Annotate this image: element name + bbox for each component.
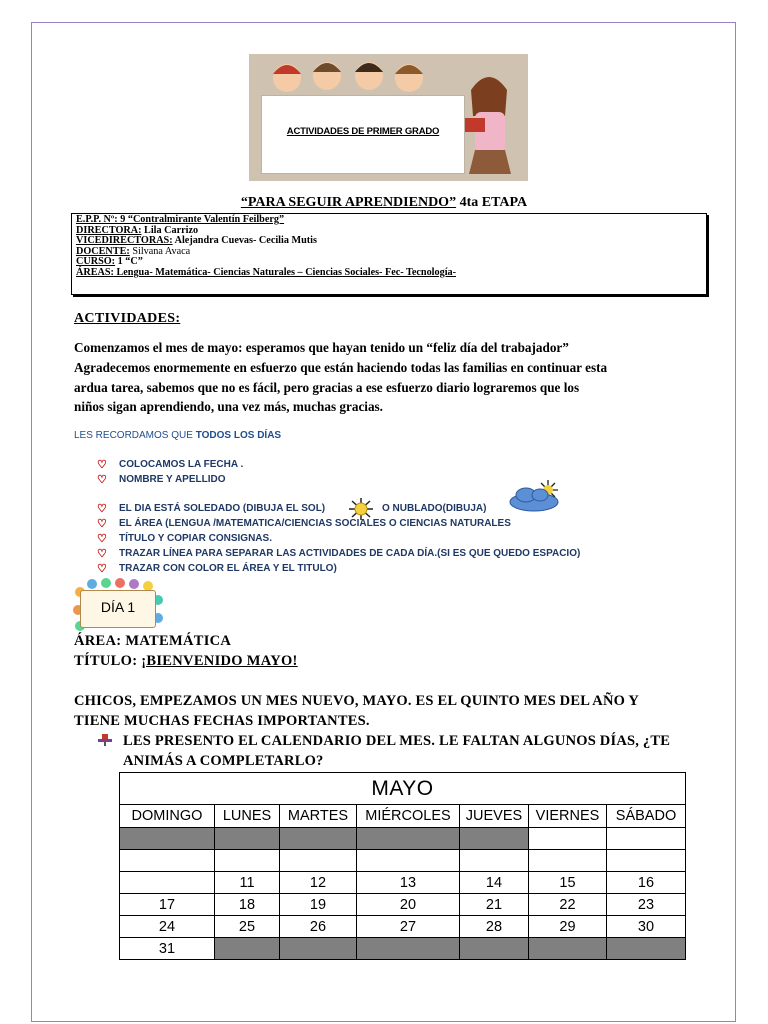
month-paragraph-line: CHICOS, EMPEZAMOS UN MES NUEVO, MAYO. ES EL QUINTO MES DEL AÑO Y [74, 693, 640, 709]
calendar-day-cell: 15 [529, 872, 607, 894]
calendar-day-cell [529, 850, 607, 872]
calendar-day-cell: 19 [280, 894, 357, 916]
director-value: Lila Carrizo [141, 224, 199, 236]
cloud-sun-icon [508, 479, 566, 513]
page-title-stage: 4ta ETAPA [456, 195, 528, 210]
may-calendar [119, 772, 686, 960]
calendar-day-cell [460, 938, 529, 960]
day-header: VIERNES [529, 805, 607, 828]
calendar-day-cell [529, 938, 607, 960]
calendar-day-cell [357, 828, 460, 850]
calendar-day-cell: 20 [357, 894, 460, 916]
calendar-day-cell: 16 [607, 872, 686, 894]
title-value: ¡BIENVENIDO MAYO! [141, 653, 298, 669]
calendar-day-cell [120, 850, 215, 872]
reminder-emphasis: TODOS LOS DÍAS [195, 430, 282, 441]
heart-icon: ♡ [97, 474, 107, 486]
areas-row [76, 268, 702, 279]
calendar-day-cell: 22 [529, 894, 607, 916]
day-card [80, 590, 156, 628]
heart-icon: ♡ [97, 533, 107, 545]
heart-icon: ♡ [97, 459, 107, 471]
intro-line: Comenzamos el mes de mayo: esperamos que hayan tenido un “feliz día del trabajador” [74, 340, 569, 355]
day-badge [72, 578, 164, 632]
calendar-day-cell [607, 938, 686, 960]
pushpin-icon [98, 734, 112, 746]
calendar-day-cell: 11 [215, 872, 280, 894]
school-info-box [71, 213, 707, 295]
day-header: MIÉRCOLES [357, 805, 460, 828]
calendar-day-cell [120, 872, 215, 894]
calendar-day-cell: 14 [460, 872, 529, 894]
day-header: DOMINGO [120, 805, 215, 828]
calendar-week-row [120, 850, 686, 872]
reminder-prefix: LES RECORDAMOS QUE [74, 430, 196, 441]
heart-icon: ♡ [97, 563, 107, 575]
calendar-week-row [120, 916, 686, 938]
day-header: SÁBADO [607, 805, 686, 828]
calendar-day-cell [607, 828, 686, 850]
calendar-day-cell [529, 828, 607, 850]
month-paragraph [74, 691, 714, 731]
calendar-day-cell [607, 850, 686, 872]
calendar-day-cell: 28 [460, 916, 529, 938]
calendar-day-cell [215, 850, 280, 872]
calendar-week-row [120, 828, 686, 850]
day-label: DÍA 1 [100, 599, 136, 615]
calendar-instruction-line: ANIMÁS A COMPLETARLO? [123, 753, 324, 769]
director-label: DIRECTORA: [76, 224, 142, 236]
page-title-quote: “PARA SEGUIR APRENDIENDO” [240, 195, 457, 210]
intro-line: ardua tarea, sabemos que no es fácil, pero gracias a ese esfuerzo diario lograremos que los [74, 379, 580, 395]
calendar-day-cell: 13 [357, 872, 460, 894]
title-line [74, 653, 298, 670]
calendar-day-cell: 25 [215, 916, 280, 938]
calendar-day-cell [280, 828, 357, 850]
areas-value: Lengua- Matemática- Ciencias Naturales – Ciencias Sociales- Fec- Tecnología- [113, 266, 457, 278]
calendar-day-cell [460, 828, 529, 850]
areas-label: ÁREAS: [76, 266, 114, 278]
calendar-day-cell [357, 850, 460, 872]
title-label: TÍTULO: [74, 653, 142, 669]
header-banner [249, 54, 528, 181]
calendar-day-cell: 18 [215, 894, 280, 916]
calendar-day-cell: 24 [120, 916, 215, 938]
course-value: 1 “C” [115, 256, 143, 268]
calendar-day-cell [280, 850, 357, 872]
banner-title: ACTIVIDADES DE PRIMER GRADO [286, 126, 440, 137]
calendar-day-cell: 26 [280, 916, 357, 938]
calendar-day-cell: 12 [280, 872, 357, 894]
heart-icon: ♡ [97, 518, 107, 530]
calendar-day-cell [357, 938, 460, 960]
vice-label: VICEDIRECTORAS: [76, 235, 173, 247]
calendar-day-cell [280, 938, 357, 960]
area-line: ÁREA: MATEMÁTICA [74, 633, 232, 649]
page-title [60, 195, 708, 211]
calendar-day-cell: 17 [120, 894, 215, 916]
intro-paragraph [74, 338, 714, 417]
heart-icon: ♡ [97, 548, 107, 560]
teacher-row [76, 247, 702, 258]
course-label: CURSO: [76, 256, 116, 268]
reminder-line [74, 430, 281, 441]
calendar-day-cell: 23 [607, 894, 686, 916]
calendar-month: MAYO [120, 773, 686, 805]
teacher-value: Silvana Avaca [129, 245, 191, 257]
calendar-day-header-row [120, 805, 686, 828]
calendar-week-row [120, 938, 686, 960]
calendar-day-cell [460, 850, 529, 872]
intro-line: niños sigan aprendiendo, una vez más, muchas gracias. [74, 399, 383, 415]
calendar-day-cell: 31 [120, 938, 215, 960]
activities-heading: ACTIVIDADES: [74, 311, 181, 326]
school-label: E.P.P. Nº: 9 “Contralmirante Valentín Feilberg” [76, 214, 285, 225]
calendar-day-cell: 29 [529, 916, 607, 938]
day-header: JUEVES [460, 805, 529, 828]
calendar-week-row [120, 872, 686, 894]
intro-line: Agradecemos enormemente en esfuerzo que están haciendo todas las familias en continuar esta [74, 359, 608, 375]
calendar-day-cell [215, 938, 280, 960]
calendar-week-row [120, 894, 686, 916]
calendar-day-cell: 27 [357, 916, 460, 938]
vice-value: Alejandra Cuevas- Cecilia Mutis [172, 235, 317, 247]
day-header: MARTES [280, 805, 357, 828]
month-paragraph-line: TIENE MUCHAS FECHAS IMPORTANTES. [74, 713, 370, 729]
calendar-day-cell [215, 828, 280, 850]
calendar-day-cell: 21 [460, 894, 529, 916]
banner-board [261, 95, 465, 174]
day-header: LUNES [215, 805, 280, 828]
calendar-day-cell: 30 [607, 916, 686, 938]
heart-icon: ♡ [97, 503, 107, 515]
teacher-label: DOCENTE: [76, 245, 130, 257]
calendar-day-cell [120, 828, 215, 850]
calendar-instruction-line: LES PRESENTO EL CALENDARIO DEL MES. LE FALTAN ALGUNOS DÍAS, ¿TE [123, 733, 671, 749]
